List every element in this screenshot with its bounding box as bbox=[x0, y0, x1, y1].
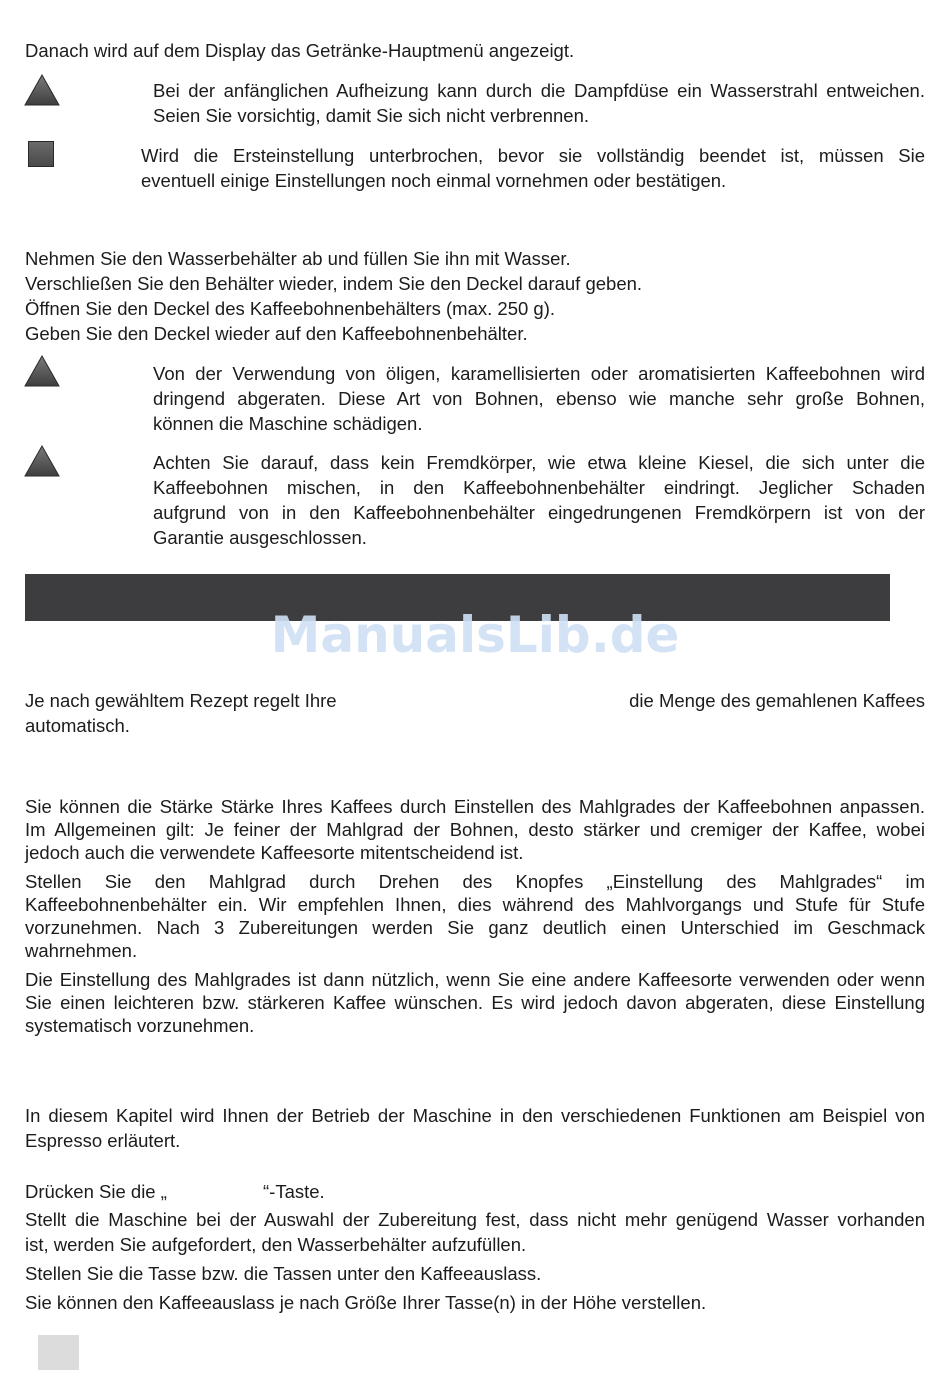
note-line: Kaffeebohnen mischen, in den Kaffeebohnenbehälter eindringt. Jeglicher Schaden bbox=[153, 477, 925, 498]
step-close-tank: Verschließen Sie den Behälter wieder, indem Sie den Deckel darauf geben. bbox=[25, 273, 643, 294]
spout-height: Sie können den Kaffeeauslass je nach Größe Ihrer Tasse(n) in der Höhe verstellen. bbox=[25, 1292, 707, 1313]
para-line: Stellen Sie den Mahlgrad durch Drehen des Knopfes „Einstellung des Mahlgrades“ im bbox=[25, 871, 925, 892]
warning-triangle-icon bbox=[24, 445, 60, 477]
step-open-bean-lid: Öffnen Sie den Deckel des Kaffeebohnenbehälters (max. 250 g). bbox=[25, 298, 555, 319]
warning-note-foreign-objects bbox=[153, 450, 925, 550]
para-line: In diesem Kapitel wird Ihnen der Betrieb der Maschine in den verschiedenen Funktionen am Beispiel von bbox=[25, 1105, 925, 1126]
note-line: Garantie ausgeschlossen. bbox=[153, 527, 367, 548]
para-line: vorzunehmen. Nach 3 Zubereitungen werden Sie ganz deutlich einen Unterschied im Geschmack bbox=[25, 917, 925, 938]
warning-note-steam bbox=[153, 78, 925, 128]
para-line: Die Einstellung des Mahlgrades ist dann nützlich, wenn Sie eine andere Kaffeesorte verwenden oder wenn bbox=[25, 969, 925, 990]
note-line: Von der Verwendung von öligen, karamellisierten oder aromatisierten Kaffeebohnen wird bbox=[153, 363, 925, 384]
para-line: Stellt die Maschine bei der Auswahl der Zubereitung fest, dass nicht mehr genügend Wasser vorhanden bbox=[25, 1209, 925, 1230]
para-line: Sie können die Stärke Stärke Ihres Kaffees durch Einstellen des Mahlgrades der Kaffeebohnen anpassen. bbox=[25, 796, 925, 817]
para-line: systematisch vorzunehmen. bbox=[25, 1015, 255, 1036]
cup-placement: Stellen Sie die Tasse bzw. die Tassen unter den Kaffeeauslass. bbox=[25, 1263, 542, 1284]
note-line: Bei der anfänglichen Aufheizung kann durch die Dampfdüse ein Wasserstrahl entweichen. bbox=[153, 80, 925, 101]
para-line: Espresso erläutert. bbox=[25, 1130, 181, 1151]
note-line: eventuell einige Einstellungen noch einmal vornehmen oder bestätigen. bbox=[141, 170, 727, 191]
para-line: Im Allgemeinen gilt: Je feiner der Mahlgrad der Bohnen, desto stärker und cremiger der Kaffee, wobei bbox=[25, 819, 925, 840]
press-text-right: “-Taste. bbox=[263, 1181, 325, 1202]
para-line: jedoch auch die verwendete Kaffeesorte mitentscheidend ist. bbox=[25, 842, 524, 863]
grind-paragraph-1 bbox=[25, 795, 925, 864]
info-note-setup bbox=[141, 143, 925, 193]
note-line: können die Maschine schädigen. bbox=[153, 413, 423, 434]
warning-note-beans bbox=[153, 361, 925, 436]
para-line: wahrnehmen. bbox=[25, 940, 138, 961]
grind-paragraph-3 bbox=[25, 968, 925, 1037]
step-close-bean-lid: Geben Sie den Deckel wieder auf den Kaffeebohnenbehälter. bbox=[25, 323, 528, 344]
note-line: aufgrund von in den Kaffeebohnenbehälter eingedrungenen Fremdkörpern ist von der bbox=[153, 502, 925, 523]
watermark: ManualsLib.de bbox=[270, 606, 680, 664]
grind-auto-right: die Menge des gemahlenen Kaffees bbox=[629, 690, 925, 711]
page-number-box bbox=[38, 1335, 79, 1370]
water-notice bbox=[25, 1207, 925, 1257]
warning-triangle-icon bbox=[24, 74, 60, 106]
note-line: Wird die Ersteinstellung unterbrochen, bevor sie vollständig beendet ist, müssen Sie bbox=[141, 145, 925, 166]
para-line: Kaffeebohnenbehälter ein. Wir empfehlen Ihnen, dies während des Mahlvorgangs und Stufe für Stufe bbox=[25, 894, 925, 915]
intro-text: Danach wird auf dem Display das Getränke-Hauptmenü angezeigt. bbox=[25, 40, 575, 61]
grind-auto-left: Je nach gewähltem Rezept regelt Ihre bbox=[25, 690, 337, 711]
note-line: dringend abgeraten. Diese Art von Bohnen, ebenso wie manche sehr große Bohnen, bbox=[153, 388, 925, 409]
grind-auto-line2: automatisch. bbox=[25, 715, 130, 736]
step-water-tank: Nehmen Sie den Wasserbehälter ab und füllen Sie ihn mit Wasser. bbox=[25, 248, 571, 269]
para-line: ist, werden Sie aufgefordert, den Wasserbehälter aufzufüllen. bbox=[25, 1234, 527, 1255]
para-line: Sie einen leichteren bzw. stärkeren Kaffee wünschen. Es wird jedoch davon abgeraten, diese Einstellung bbox=[25, 992, 925, 1013]
operation-intro bbox=[25, 1103, 925, 1153]
info-square-icon bbox=[28, 141, 54, 167]
grind-paragraph-2 bbox=[25, 870, 925, 962]
press-text-left: Drücken Sie die „ bbox=[25, 1181, 167, 1202]
note-line: Seien Sie vorsichtig, damit Sie sich nicht verbrennen. bbox=[153, 105, 589, 126]
note-line: Achten Sie darauf, dass kein Fremdkörper, wie etwa kleine Kiesel, die sich unter die bbox=[153, 452, 925, 473]
warning-triangle-icon bbox=[24, 355, 60, 387]
